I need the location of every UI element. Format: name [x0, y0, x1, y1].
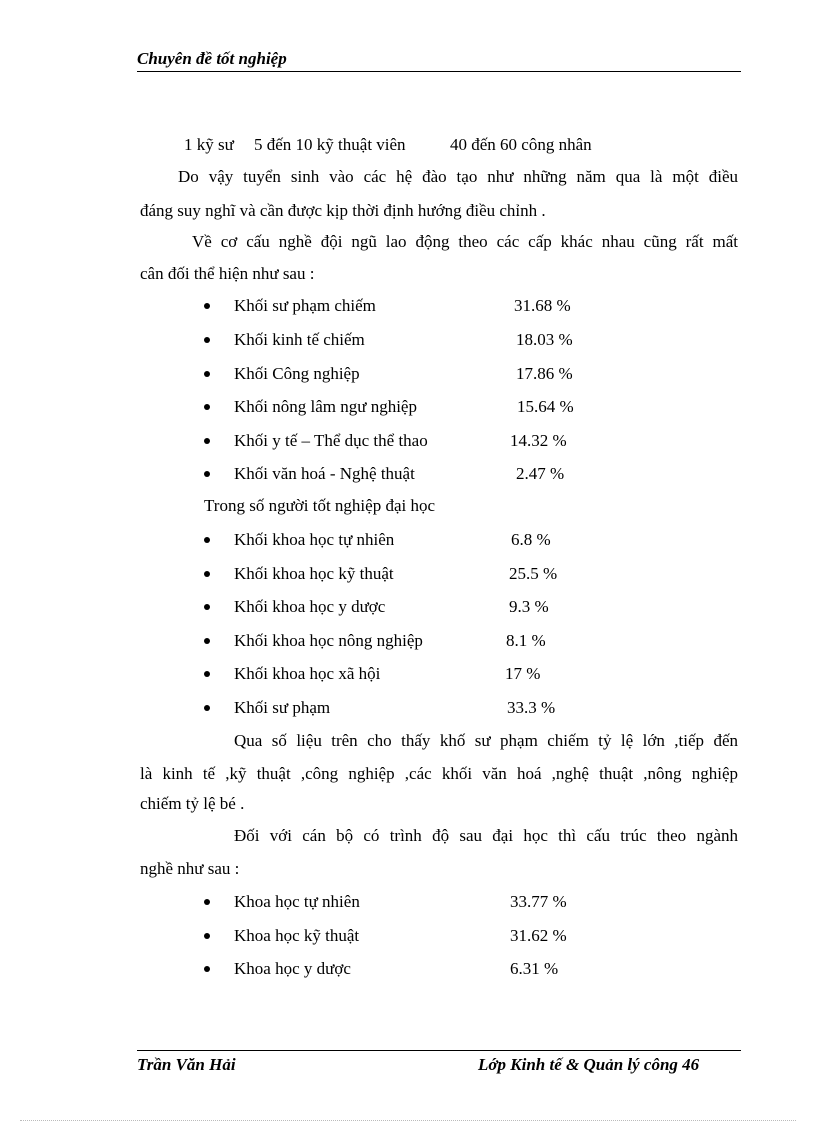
subheading: Trong số người tốt nghiệp đại học [204, 496, 436, 515]
para3-line2: là kinh tế ,kỹ thuật ,công nghiệp ,các khối văn hoá ,nghệ thuật ,nông nghiệp [140, 764, 738, 783]
list-item-value: 17 % [505, 664, 541, 683]
list-item-value: 33.3 % [507, 698, 556, 717]
para2-line1: Về cơ cấu nghề đội ngũ lao động theo các cấp khác nhau cũng rất mất [192, 232, 738, 251]
list-item-label: Khối khoa học xã hội [234, 664, 381, 683]
list-item-value: 31.68 % [514, 296, 571, 315]
bullet-icon [204, 337, 210, 343]
list-item-value: 17.86 % [516, 364, 573, 383]
list-item-value: 15.64 % [517, 397, 574, 416]
footer-author: Trần Văn Hải [137, 1055, 236, 1074]
list-item-label: Khối khoa học y dược [234, 597, 386, 616]
list-item-label: Khối kinh tế chiếm [234, 330, 365, 349]
footer-class: Lớp Kinh tế & Quản lý công 46 [478, 1055, 700, 1074]
ratio-part-1: 1 kỹ sư [184, 135, 234, 154]
list-item-value: 33.77 % [510, 892, 567, 911]
list-item-label: Khối văn hoá - Nghệ thuật [234, 464, 415, 483]
para1-line2: đáng suy nghĩ và cần được kịp thời định hướng điều chỉnh . [140, 201, 546, 220]
list-item-label: Khối nông lâm ngư nghiệp [234, 397, 417, 416]
list-item-label: Khối khoa học kỹ thuật [234, 564, 394, 583]
bullet-icon [204, 404, 210, 410]
bullet-icon [204, 933, 210, 939]
list-item-label: Khối sư phạm chiếm [234, 296, 376, 315]
list-item-value: 6.8 % [511, 530, 551, 549]
list-item-label: Khoa học tự nhiên [234, 892, 360, 911]
list-item-value: 9.3 % [509, 597, 549, 616]
bullet-icon [204, 638, 210, 644]
list-item-label: Khối Công nghiệp [234, 364, 360, 383]
para4-line1: Đối với cán bộ có trình độ sau đại học thì cấu trúc theo ngành [234, 826, 738, 845]
header-rule [137, 71, 741, 72]
footer-rule [137, 1050, 741, 1051]
para3-line3: chiếm tỷ lệ bé . [140, 794, 245, 813]
bullet-icon [204, 438, 210, 444]
list-item-label: Khối khoa học nông nghiệp [234, 631, 423, 650]
ratio-part-3: 40 đến 60 công nhân [450, 135, 592, 154]
bullet-icon [204, 537, 210, 543]
list-item-label: Khoa học kỹ thuật [234, 926, 360, 945]
bullet-icon [204, 303, 210, 309]
list-item-value: 14.32 % [510, 431, 567, 450]
list-item-label: Khoa học y dược [234, 959, 351, 978]
para2-line2: cân đối thể hiện như sau : [140, 264, 315, 283]
list-item-value: 18.03 % [516, 330, 573, 349]
header-title: Chuyên đề tốt nghiệp [137, 49, 287, 68]
bullet-icon [204, 471, 210, 477]
bullet-icon [204, 671, 210, 677]
list-item-label: Khối sư phạm [234, 698, 331, 717]
page-bottom-divider [20, 1120, 796, 1121]
bullet-icon [204, 371, 210, 377]
list-item-value: 31.62 % [510, 926, 567, 945]
para4-line2: nghề như sau : [140, 859, 240, 878]
para3-line1: Qua số liệu trên cho thấy khố sư phạm chiếm tỷ lệ lớn ,tiếp đến [234, 731, 738, 750]
bullet-icon [204, 604, 210, 610]
bullet-icon [204, 705, 210, 711]
list-item-label: Khối y tế – Thể dục thể thao [234, 431, 428, 450]
list-item-value: 2.47 % [516, 464, 565, 483]
list-item-value: 6.31 % [510, 959, 559, 978]
bullet-icon [204, 966, 210, 972]
list-item-value: 8.1 % [506, 631, 546, 650]
list-item-value: 25.5 % [509, 564, 558, 583]
bullet-icon [204, 571, 210, 577]
ratio-part-2: 5 đến 10 kỹ thuật viên [254, 135, 406, 154]
list-item-label: Khối khoa học tự nhiên [234, 530, 395, 549]
bullet-icon [204, 899, 210, 905]
para1-line1: Do vậy tuyển sinh vào các hệ đào tạo như những năm qua là một điều [178, 167, 738, 186]
